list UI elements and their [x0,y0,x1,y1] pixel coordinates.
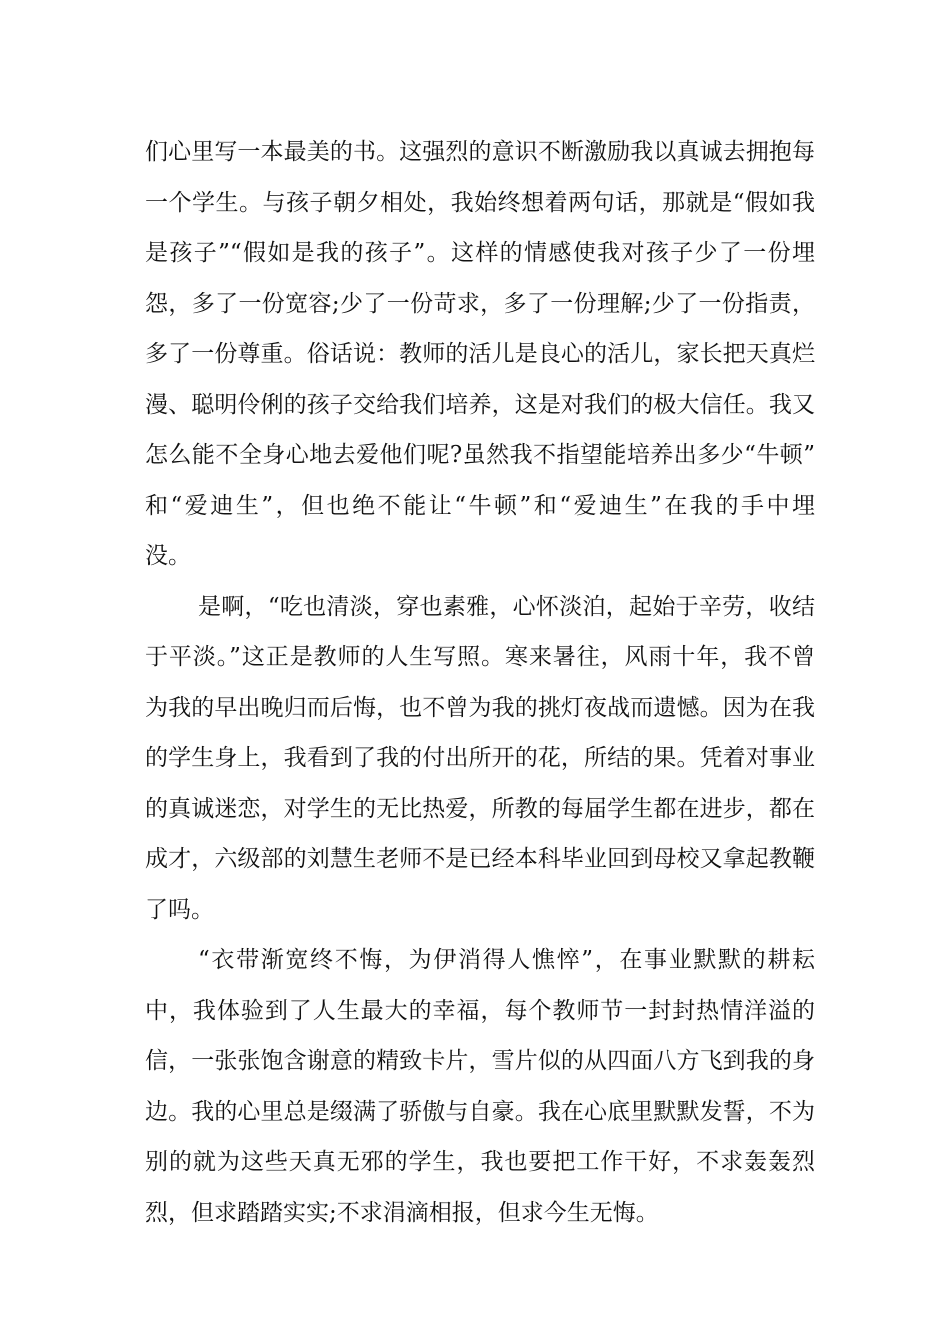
paragraph-1-line-5: 多了一份尊重。俗话说：教师的活儿是良心的活儿，家长把天真烂 [145,341,815,367]
paragraph-1-line-4: 怨，多了一份宽容;少了一份苛求，多了一份理解;少了一份指责， [145,291,815,317]
paragraph-3-line-4: 边。我的心里总是缀满了骄傲与自豪。我在心底里默默发誓，不为 [145,1099,815,1125]
paragraph-1-line-8: 和“爱迪生”，但也绝不能让“牛顿”和“爱迪生”在我的手中埋 [145,493,815,519]
paragraph-1-line-2: 一个学生。与孩子朝夕相处，我始终想着两句话，那就是“假如我 [145,190,815,216]
paragraph-2-line-6: 成才，六级部的刘慧生老师不是已经本科毕业回到母校又拿起教鞭 [145,846,815,872]
paragraph-3-line-1: “衣带渐宽终不悔，为伊消得人憔悴”，在事业默默的耕耘 [198,947,815,973]
paragraph-1-line-7: 怎么能不全身心地去爱他们呢?虽然我不指望能培养出多少“牛顿” [145,442,815,468]
paragraph-2-line-2: 于平淡。”这正是教师的人生写照。寒来暑往，风雨十年，我不曾 [145,644,815,670]
paragraph-2-line-1: 是啊，“吃也清淡，穿也素雅，心怀淡泊，起始于辛劳，收结 [198,594,815,620]
paragraph-1-line-3: 是孩子”“假如是我的孩子”。这样的情感使我对孩子少了一份埋 [145,240,815,266]
paragraph-1-line-6: 漫、聪明伶俐的孩子交给我们培养，这是对我们的极大信任。我又 [145,392,815,418]
paragraph-1-line-1: 们心里写一本最美的书。这强烈的意识不断激励我以真诚去拥抱每 [145,139,815,165]
paragraph-2-line-5: 的真诚迷恋，对学生的无比热爱，所教的每届学生都在进步，都在 [145,796,815,822]
paragraph-3-line-5: 别的就为这些天真无邪的学生，我也要把工作干好，不求轰轰烈 [145,1149,815,1175]
paragraph-3-line-6: 烈，但求踏踏实实;不求涓滴相报，但求今生无悔。 [145,1200,659,1226]
paragraph-2-line-4: 的学生身上，我看到了我的付出所开的花，所结的果。凭着对事业 [145,745,815,771]
paragraph-3-line-2: 中，我体验到了人生最大的幸福，每个教师节一封封热情洋溢的 [145,998,815,1024]
paragraph-2-line-7: 了吗。 [145,897,214,923]
paragraph-1-line-9: 没。 [145,543,191,569]
paragraph-2-line-3: 为我的早出晚归而后悔，也不曾为我的挑灯夜战而遗憾。因为在我 [145,695,815,721]
paragraph-3-line-3: 信，一张张饱含谢意的精致卡片，雪片似的从四面八方飞到我的身 [145,1048,815,1074]
